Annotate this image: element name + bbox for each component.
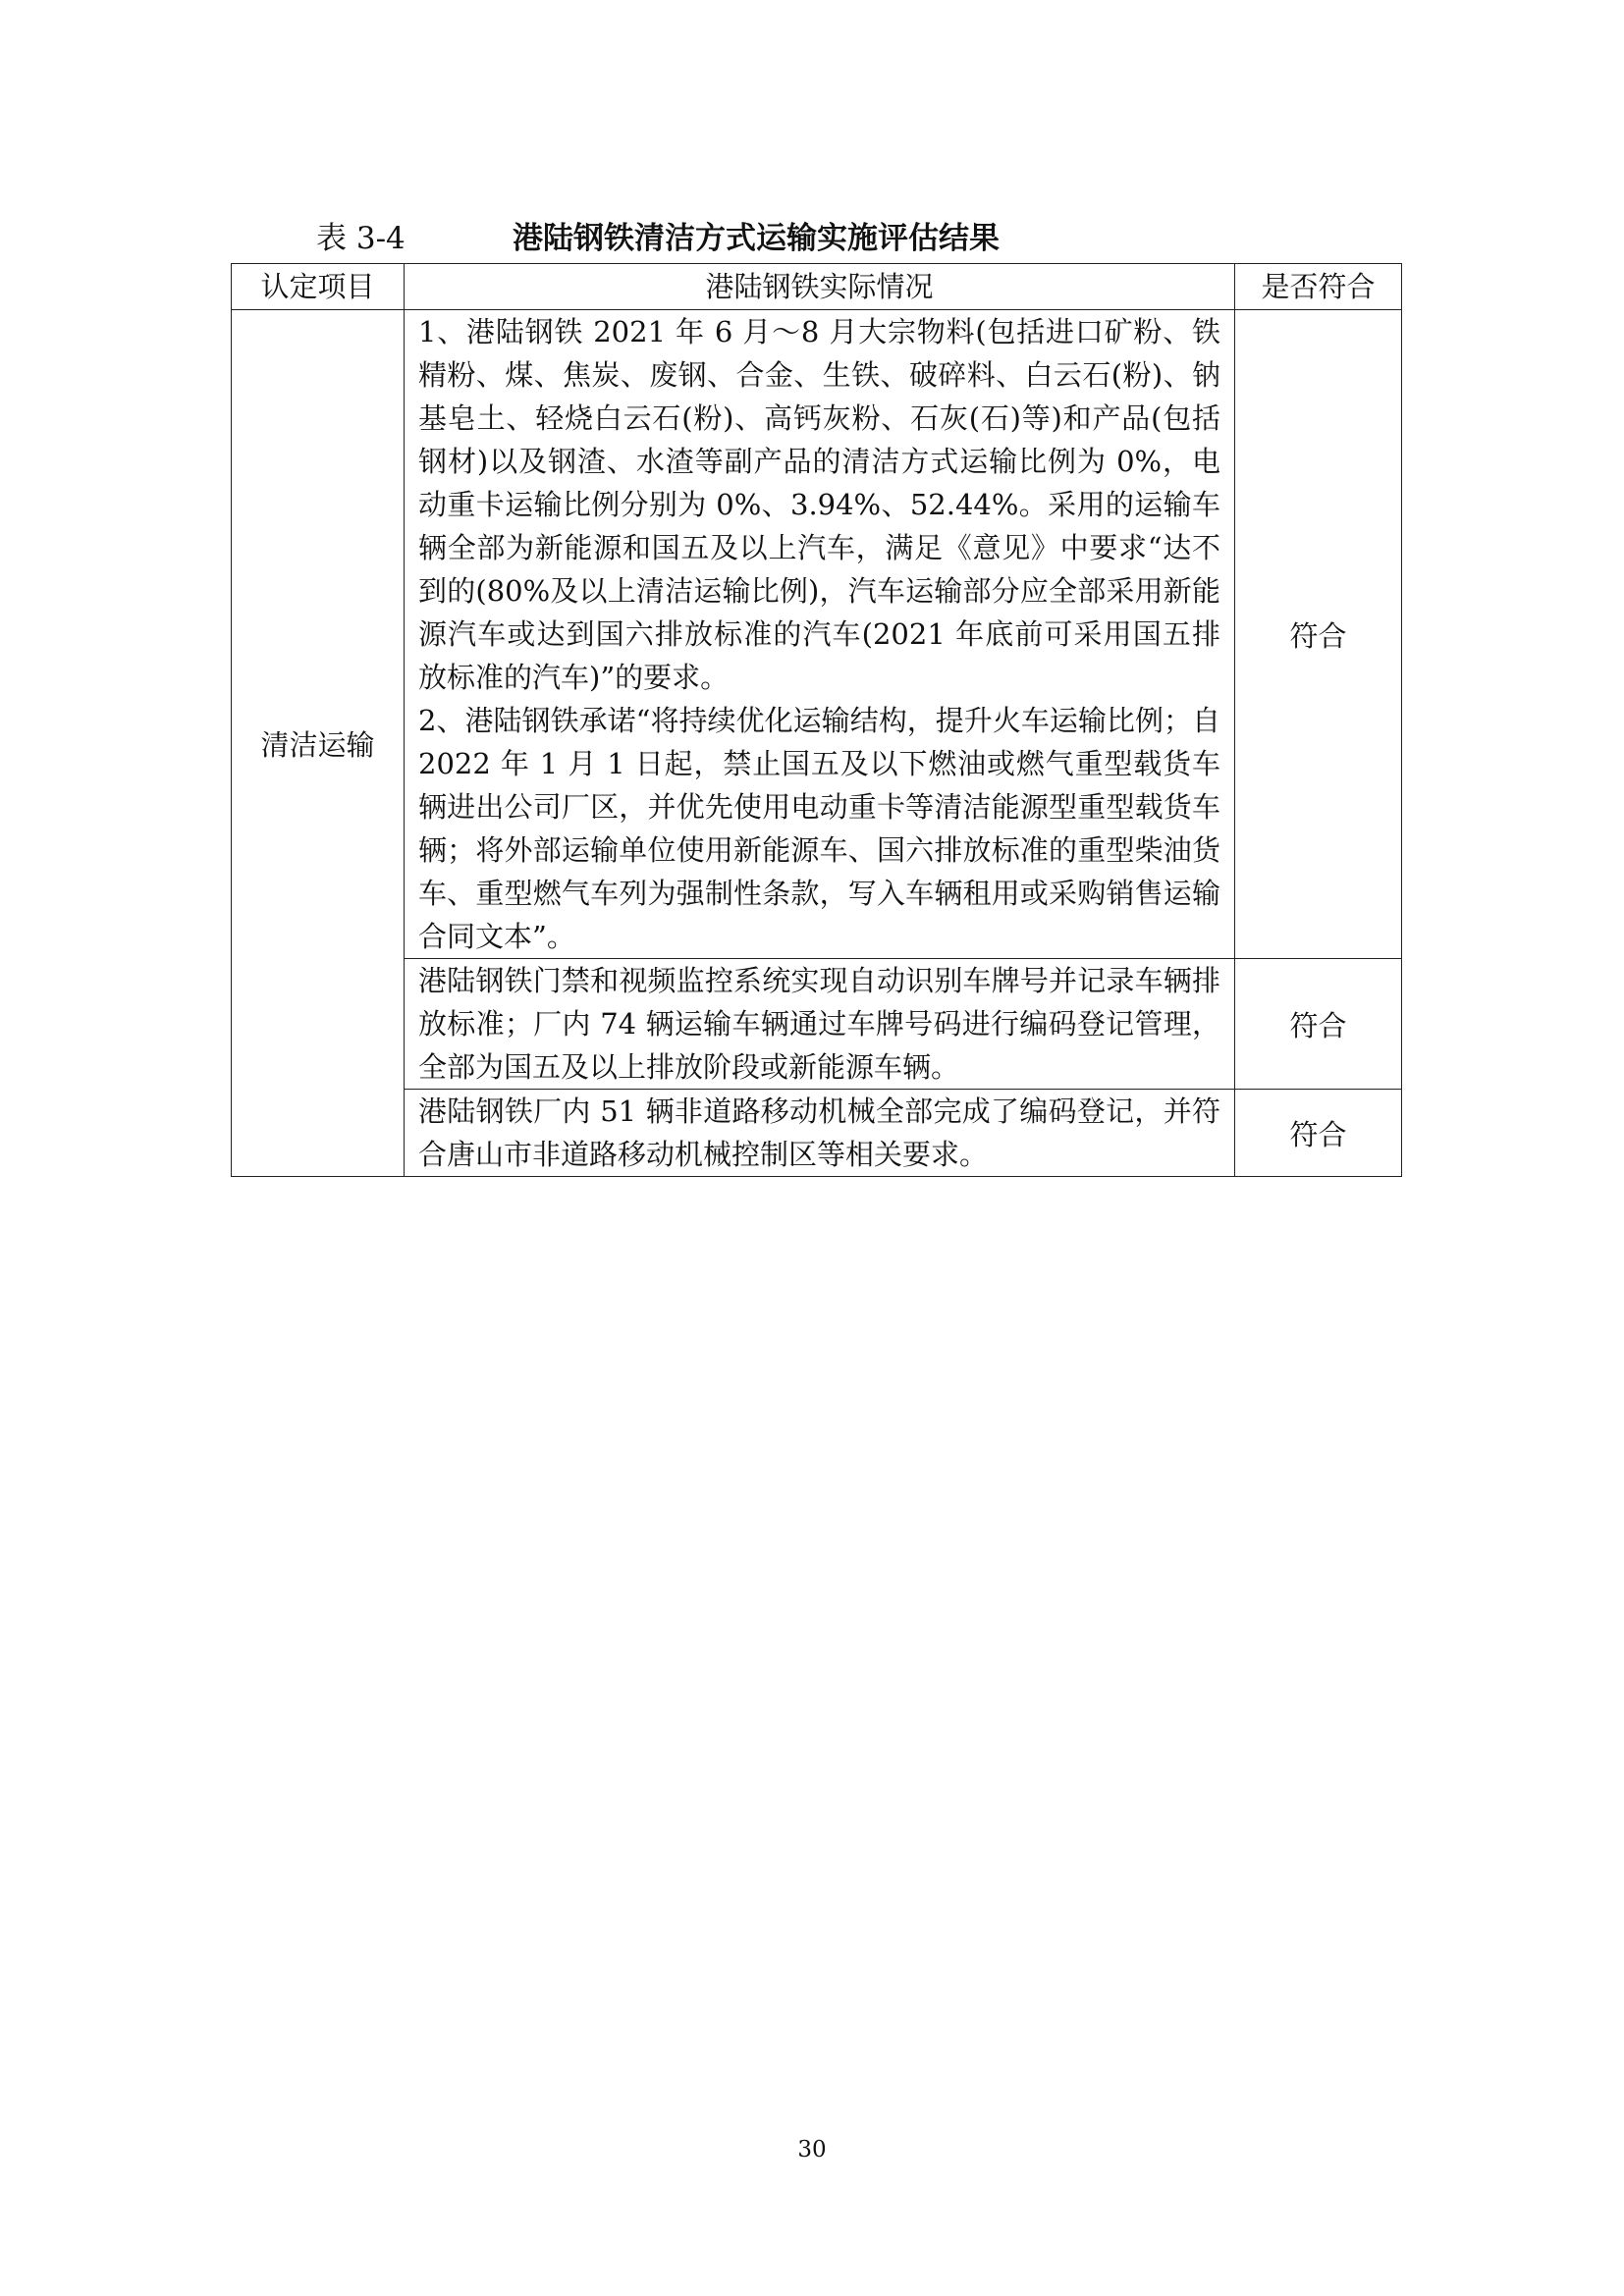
page-number: 30 [797,2137,827,2163]
paragraph: 2、港陆钢铁承诺“将持续优化运输结构，提升火车运输比例；自 2022 年 1 月 1 日起，禁止国五及以下燃油或燃气重型载货车辆进出公司厂区，并优先使用电动重卡等清洁能源型重型载货车辆；将外部运输单位使用新能源车、国六排放标准的重型柴油货车、重型燃气车列为强制性条款，写入车辆租用或采购销售运输合同文本”。 [418,704,1220,953]
table-caption [316,214,1396,263]
table-row [232,310,1402,959]
situation-cell [405,1090,1235,1177]
paragraph: 港陆钢铁门禁和视频监控系统实现自动识别车牌号并记录车辆排放标准；厂内 74 辆运输车辆通过车牌号码进行编码登记管理，全部为国五及以上排放阶段或新能源车辆。 [418,964,1220,1084]
compliance-cell: 符合 [1235,310,1402,959]
table-number: 表 3-4 [316,221,406,256]
compliance-cell: 符合 [1235,959,1402,1090]
table-row [232,959,1402,1090]
evaluation-table [231,263,1402,1177]
paragraph: 港陆钢铁厂内 51 辆非道路移动机械全部完成了编码登记，并符合唐山市非道路移动机械控制区等相关要求。 [418,1095,1220,1171]
header-item: 认定项目 [232,264,405,310]
item-cell: 清洁运输 [232,310,405,1177]
header-compliance: 是否符合 [1235,264,1402,310]
situation-cell [405,959,1235,1090]
table-title: 港陆钢铁清洁方式运输实施评估结果 [513,221,1000,256]
compliance-cell: 符合 [1235,1090,1402,1177]
table-row [232,1090,1402,1177]
situation-cell [405,310,1235,959]
table-header-row [232,264,1402,310]
paragraph: 1、港陆钢铁 2021 年 6 月～8 月大宗物料(包括进口矿粉、铁精粉、煤、焦炭、废钢、合金、生铁、破碎料、白云石(粉)、钠基皂土、轻烧白云石(粉)、高钙灰粉、石灰(石)等)和产品(包括钢材)以及钢渣、水渣等副产品的清洁方式运输比例为 0%，电动重卡运输比例分别为 0%、3.94%、52.44%。采用的运输车辆全部为新能源和国五及以上汽车，满足《意见》中要求“达不到的(80%及以上清洁运输比例)，汽车运输部分应全部采用新能源汽车或达到国六排放标准的汽车(2021 年底前可采用国五排放标准的汽车)”的要求。 [418,315,1220,694]
header-situation: 港陆钢铁实际情况 [405,264,1235,310]
